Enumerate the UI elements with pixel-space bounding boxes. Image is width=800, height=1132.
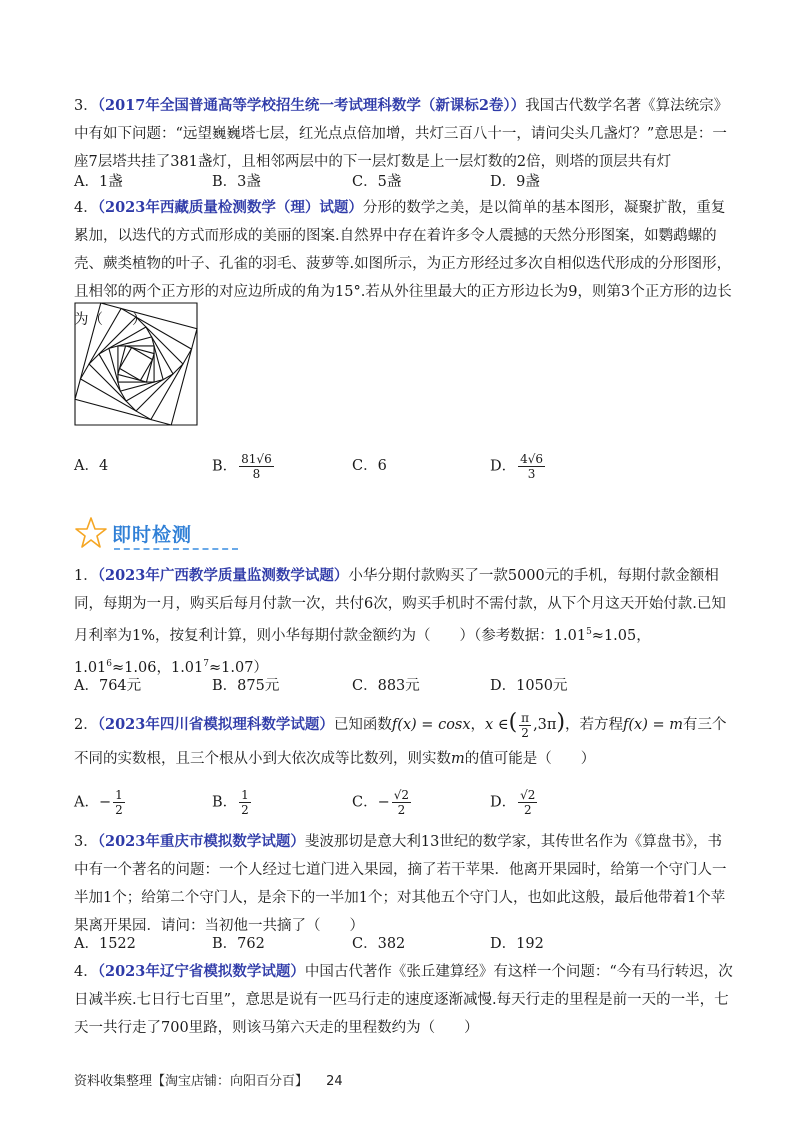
question-source: （2023年四川省模拟理科数学试题） [97, 716, 334, 733]
question-number: 4． [74, 200, 98, 216]
question-number: 3． [74, 98, 98, 114]
option-a[interactable]: A．4 [74, 458, 109, 474]
page-footer [74, 1070, 343, 1089]
option-d[interactable] [490, 452, 547, 481]
fractal-square [80, 308, 191, 419]
fractal-square [120, 348, 153, 381]
option-b[interactable]: B．3盏 [212, 174, 261, 190]
fractal-square [75, 303, 197, 425]
question-3 [74, 92, 734, 176]
fractal-square [118, 346, 154, 382]
practice-question-2: 2．（2023年四川省模拟理科数学试题）已知函数f(x) = cosx，x ∈( $\frac{\pi}{2}$ ,3π)，若方程f(x) = m有三个不同的实数根，且三个根从小到大依次成等比数列，则实数m的值可能是（ ） [74, 710, 727, 767]
question-source: （2023年广西教学质量监测数学试题） [97, 567, 349, 584]
question-text: 已知函数 [333, 717, 392, 733]
question-source: （2023年西藏质量检测数学（理）试题） [97, 199, 363, 216]
option-label: D． [490, 458, 517, 475]
equation-expression: f(x) = m [623, 717, 684, 733]
option-a[interactable]: A．764元 [74, 678, 142, 694]
option-b[interactable]: B．875元 [212, 678, 280, 694]
fractal-squares-figure [74, 302, 198, 426]
practice-question-2-options [74, 782, 734, 822]
option-d[interactable]: D． $\frac{√2}{2}$ [490, 788, 536, 817]
star-icon [74, 516, 108, 550]
section-underline [114, 548, 238, 550]
ref-data-3: $1.01^7\approx 1.07$） [170, 658, 268, 676]
fraction [239, 452, 274, 481]
option-c[interactable]: C．5盏 [352, 174, 402, 190]
section-title: 即时检测 [112, 524, 193, 546]
section-header [74, 514, 214, 554]
numerator: 4√6 [520, 452, 544, 466]
fractal-square [75, 303, 197, 425]
option-a[interactable]: A．− $\frac{1}{2}$ [74, 788, 123, 817]
question-text: 我国古代数学名著《算法统宗》中有如下问题：“远望巍巍塔七层，红光点点倍加增，共灯三百八十一，请问尖头几盏灯？”意思是：一座7层塔共挂了381盏灯，且相邻两层中的下一层灯数是上一层灯数的2倍，则塔的顶层共有灯 [74, 98, 729, 170]
option-b[interactable]: B． $\frac{1}{2}$ [212, 788, 249, 817]
fractal-square [99, 327, 173, 401]
option-d[interactable]: D．192 [490, 936, 544, 952]
option-a[interactable]: A．1盏 [74, 174, 123, 190]
question-text: 斐波那切是意大利13世纪的数学家，其传世名作为《算盘书》，书中有一个著名的问题：一个人经过七道门进入果园，摘了若干苹果．他离开果园时，给第一个守门人一半加1个；给第二个守门人，是余下的一半加1个；对其他五个守门人，也如此这般，最后他带着1个苹果离开果园．请问：当初他一共摘了（ ） [74, 834, 727, 934]
fractal-square [89, 317, 183, 411]
question-source: （2023年辽宁省模拟数学试题） [97, 963, 305, 980]
footer-text: 资料收集整理【淘宝店铺：向阳百分百】 [74, 1074, 309, 1089]
page-number: 24 [326, 1074, 343, 1089]
practice-question-1-options [74, 672, 734, 700]
question-text: 中国古代著作《张丘建算经》有这样一个问题：“今有马行转迟，次日减半疾.七日行七百里”，意思是说有一匹马行走的速度逐渐减慢.每天行走的里程是前一天的一半，七天一共行走了700里路，则该马第六天走的里程数约为（ ） [74, 964, 733, 1036]
option-b[interactable]: B．762 [212, 936, 265, 952]
denominator: 8 [252, 467, 261, 481]
question-number: 2． [74, 717, 98, 733]
ref-data-1: $1.01^5\approx 1.05$， [553, 627, 651, 644]
option-c[interactable]: C．382 [352, 936, 406, 952]
question-3-options [74, 168, 734, 196]
option-a[interactable]: A．1522 [74, 936, 136, 952]
question-number: 1． [74, 568, 98, 584]
question-4-options [74, 446, 734, 486]
practice-question-3-options [74, 930, 734, 958]
option-label: B． [212, 458, 238, 475]
option-c[interactable]: C．883元 [352, 678, 420, 694]
question-number: 3． [74, 834, 98, 850]
option-c[interactable]: C．6 [352, 458, 387, 474]
option-d[interactable]: D．9盏 [490, 174, 540, 190]
practice-question-1 [74, 562, 734, 682]
ref-data-2: $1.01^6\approx 1.06$， [74, 658, 171, 676]
question-source: （2023年重庆市模拟数学试题） [97, 833, 305, 850]
fraction [518, 452, 545, 481]
practice-question-3 [74, 828, 734, 940]
fractal-square [109, 337, 163, 391]
fractal-square [118, 346, 154, 382]
practice-question-4 [74, 958, 734, 1042]
question-text: 小华分期付款购买了一款5000元的手机，每期付款金额相同，每期为一月，购买后每月付款一次，共付6次，购买手机时不需付款，从下个月这天开始付款.已知月利率为1%，按复利计算，则小华每期付款金额约为（ ）（参考数据： [74, 568, 726, 644]
option-b[interactable] [212, 452, 276, 481]
option-d[interactable]: D．1050元 [490, 678, 568, 694]
question-source: （2017年全国普通高等学校招生统一考试理科数学（新课标2卷）） [97, 97, 526, 114]
denominator: 3 [527, 467, 536, 481]
question-text: 分形的数学之美，是以简单的基本图形，凝聚扩散，重复累加，以迭代的方式而形成的美丽的图案.自然界中存在着许多令人震撼的天然分形图案，如鹦鹉螺的壳、蕨类植物的叶子、孔雀的羽毛、菠萝等.如图所示，为正方形经过多次自相似迭代形成的分形图形，且相邻的两个正方形的对应边所成的角为15°.若从外往里最大的正方形边长为9，则第3个正方形的边长为（ ） [74, 200, 732, 328]
function-expression: f(x) = cosx [391, 717, 471, 733]
numerator: 81√6 [241, 452, 272, 466]
question-number: 4． [74, 964, 98, 980]
domain-expression: x ∈( $\frac{\pi}{2}$ ,3π) [485, 710, 566, 740]
option-c[interactable]: C．− $\frac{√2}{2}$ [352, 788, 410, 817]
